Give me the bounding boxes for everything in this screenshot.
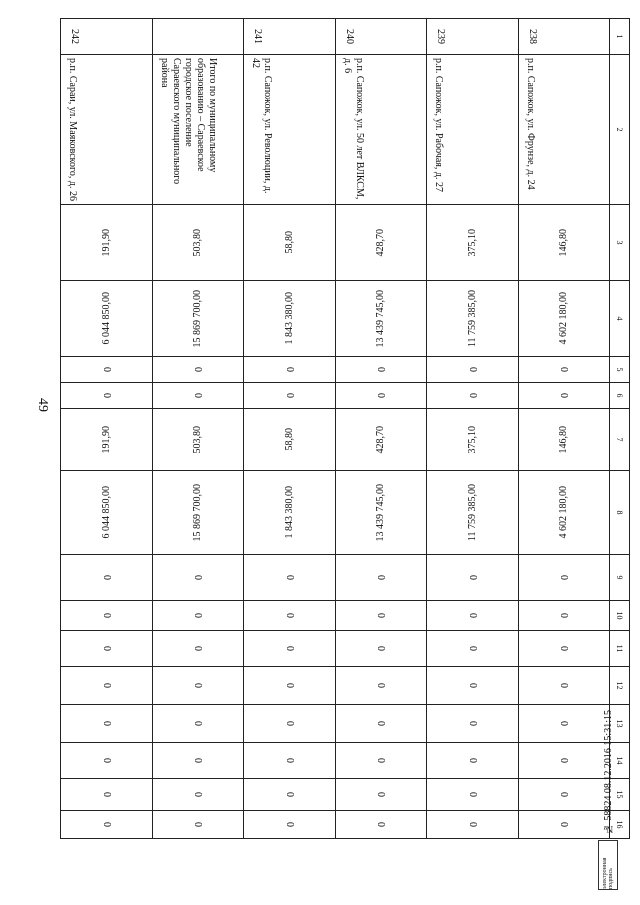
cell-col8 [244,471,336,555]
column-header: 16 [610,811,630,839]
row-number: 239 [427,19,519,55]
column-header: 2 [610,55,630,205]
cell-col10: 0 [518,601,610,631]
cell-col11: 0 [335,631,427,667]
cell-col14: 0 [244,743,336,779]
column-header: 14 [610,743,630,779]
row-number: 241 [244,19,336,55]
cell-col6: 0 [152,383,244,409]
cell-col16: 0 [335,811,427,839]
cell-col14: 0 [518,743,610,779]
area-value: 146,80 [558,228,570,257]
amount-value: 1 843 380,00 [283,486,295,539]
column-header: 6 [610,383,630,409]
cell-col5: 0 [427,357,519,383]
cell-col9: 0 [61,555,153,601]
cell-col11: 0 [61,631,153,667]
cell-col9: 0 [427,555,519,601]
cell-col12: 0 [427,667,519,705]
cell-col7 [335,409,427,471]
cell-col3 [61,205,153,281]
cell-col15: 0 [335,779,427,811]
cell-col8 [61,471,153,555]
cell-col15: 0 [518,779,610,811]
cell-col15: 0 [152,779,244,811]
cell-col9: 0 [335,555,427,601]
column-header: 11 [610,631,630,667]
column-header: 12 [610,667,630,705]
cell-col11: 0 [427,631,519,667]
cell-col4 [335,281,427,357]
row-number: 242 [61,19,153,55]
cell-col16: 0 [427,811,519,839]
area-value: 375,10 [466,425,478,454]
cell-col16: 0 [518,811,610,839]
address-cell: р.п. Сапожок, ул. 50 лет ВЛКСМ, д. 6 [335,55,427,205]
column-header: 3 [610,205,630,281]
cell-col13: 0 [152,705,244,743]
table-row [152,19,244,839]
area-value: 503,80 [192,228,204,257]
cell-col11: 0 [244,631,336,667]
cell-col7 [427,409,519,471]
page-number: 49 [35,398,50,412]
cell-col7 [61,409,153,471]
table-row [244,19,336,839]
data-table [60,18,630,839]
cell-col15: 0 [244,779,336,811]
area-value: 191,90 [100,425,112,454]
cell-col13: 0 [61,705,153,743]
seal-text: электронная подпись [602,857,614,889]
row-number: 240 [335,19,427,55]
address-cell: р.п. Сапожок, ул. Фрунзе, д. 24 [518,55,610,205]
cell-col11: 0 [152,631,244,667]
column-header: 7 [610,409,630,471]
cell-col10: 0 [335,601,427,631]
area-value: 428,70 [375,228,387,257]
cell-col16: 0 [61,811,153,839]
cell-col5: 0 [244,357,336,383]
column-header: 8 [610,471,630,555]
column-header: 1 [610,19,630,55]
amount-value: 11 759 385,00 [466,483,478,542]
column-header: 10 [610,601,630,631]
cell-col6: 0 [427,383,519,409]
column-header: 5 [610,357,630,383]
amount-value: 6 044 850,00 [100,292,112,345]
cell-col9: 0 [152,555,244,601]
area-value: 375,10 [466,228,478,257]
cell-col6: 0 [244,383,336,409]
cell-col7 [152,409,244,471]
cell-col10: 0 [427,601,519,631]
cell-col4 [244,281,336,357]
cell-col5: 0 [335,357,427,383]
address-cell: р.п. Сапожок, ул. Рабочая, д. 27 [427,55,519,205]
cell-col6: 0 [61,383,153,409]
table-row [61,19,153,839]
cell-col6: 0 [335,383,427,409]
cell-col6: 0 [518,383,610,409]
cell-col7 [518,409,610,471]
cell-col15: 0 [61,779,153,811]
column-header: 13 [610,705,630,743]
cell-col3 [152,205,244,281]
cell-col4 [152,281,244,357]
amount-value: 1 843 380,00 [283,292,295,345]
document-stamp [596,650,620,890]
cell-col8 [518,471,610,555]
amount-value: 6 044 850,00 [100,486,112,539]
row-number [152,19,244,55]
cell-col3 [335,205,427,281]
table-row [335,19,427,839]
area-value: 58,80 [283,231,295,254]
column-header: 9 [610,555,630,601]
cell-col5: 0 [61,357,153,383]
cell-col12: 0 [244,667,336,705]
cell-col9: 0 [518,555,610,601]
amount-value: 13 439 745,00 [375,289,387,348]
row-number: 238 [518,19,610,55]
column-header: 15 [610,779,630,811]
cell-col14: 0 [427,743,519,779]
cell-col8 [427,471,519,555]
amount-value: 11 759 385,00 [466,289,478,348]
area-value: 58,80 [283,428,295,451]
cell-col12: 0 [335,667,427,705]
cell-col16: 0 [244,811,336,839]
cell-col14: 0 [335,743,427,779]
cell-col14: 0 [152,743,244,779]
cell-col13: 0 [427,705,519,743]
cell-col8 [335,471,427,555]
area-value: 191,90 [100,228,112,257]
area-value: 503,80 [192,425,204,454]
cell-col13: 0 [518,705,610,743]
cell-col5: 0 [152,357,244,383]
cell-col12: 0 [61,667,153,705]
cell-col9: 0 [244,555,336,601]
amount-value: 13 439 745,00 [375,483,387,542]
document-registration: № 58824 08.12.2016 15:31:15 [602,709,614,834]
cell-col11: 0 [518,631,610,667]
cell-col7 [244,409,336,471]
cell-col10: 0 [61,601,153,631]
area-value: 428,70 [375,425,387,454]
cell-col10: 0 [244,601,336,631]
cell-col4 [61,281,153,357]
area-value: 146,80 [558,425,570,454]
cell-col3 [427,205,519,281]
cell-col13: 0 [244,705,336,743]
seal-logo [598,840,618,890]
cell-col10: 0 [152,601,244,631]
cell-col5: 0 [518,357,610,383]
cell-col12: 0 [518,667,610,705]
cell-col3 [244,205,336,281]
address-cell: Итого по муниципальному образованию – Сараевское городское поселение Сараевского муниципального района [152,55,244,205]
cell-col4 [427,281,519,357]
cell-col13: 0 [335,705,427,743]
amount-value: 4 602 180,00 [558,486,570,539]
amount-value: 15 869 700,00 [192,483,204,542]
cell-col12: 0 [152,667,244,705]
address-cell: р.п. Сараи, ул. Маяковского, д. 26 [61,55,153,205]
table-container [60,18,630,838]
cell-col16: 0 [152,811,244,839]
cell-col4 [518,281,610,357]
column-header: 4 [610,281,630,357]
cell-col8 [152,471,244,555]
cell-col15: 0 [427,779,519,811]
table-row [427,19,519,839]
amount-value: 15 869 700,00 [192,289,204,348]
amount-value: 4 602 180,00 [558,292,570,345]
cell-col14: 0 [61,743,153,779]
cell-col3 [518,205,610,281]
address-cell: р.п. Сапожок, ул. Революции, д. 42 [244,55,336,205]
